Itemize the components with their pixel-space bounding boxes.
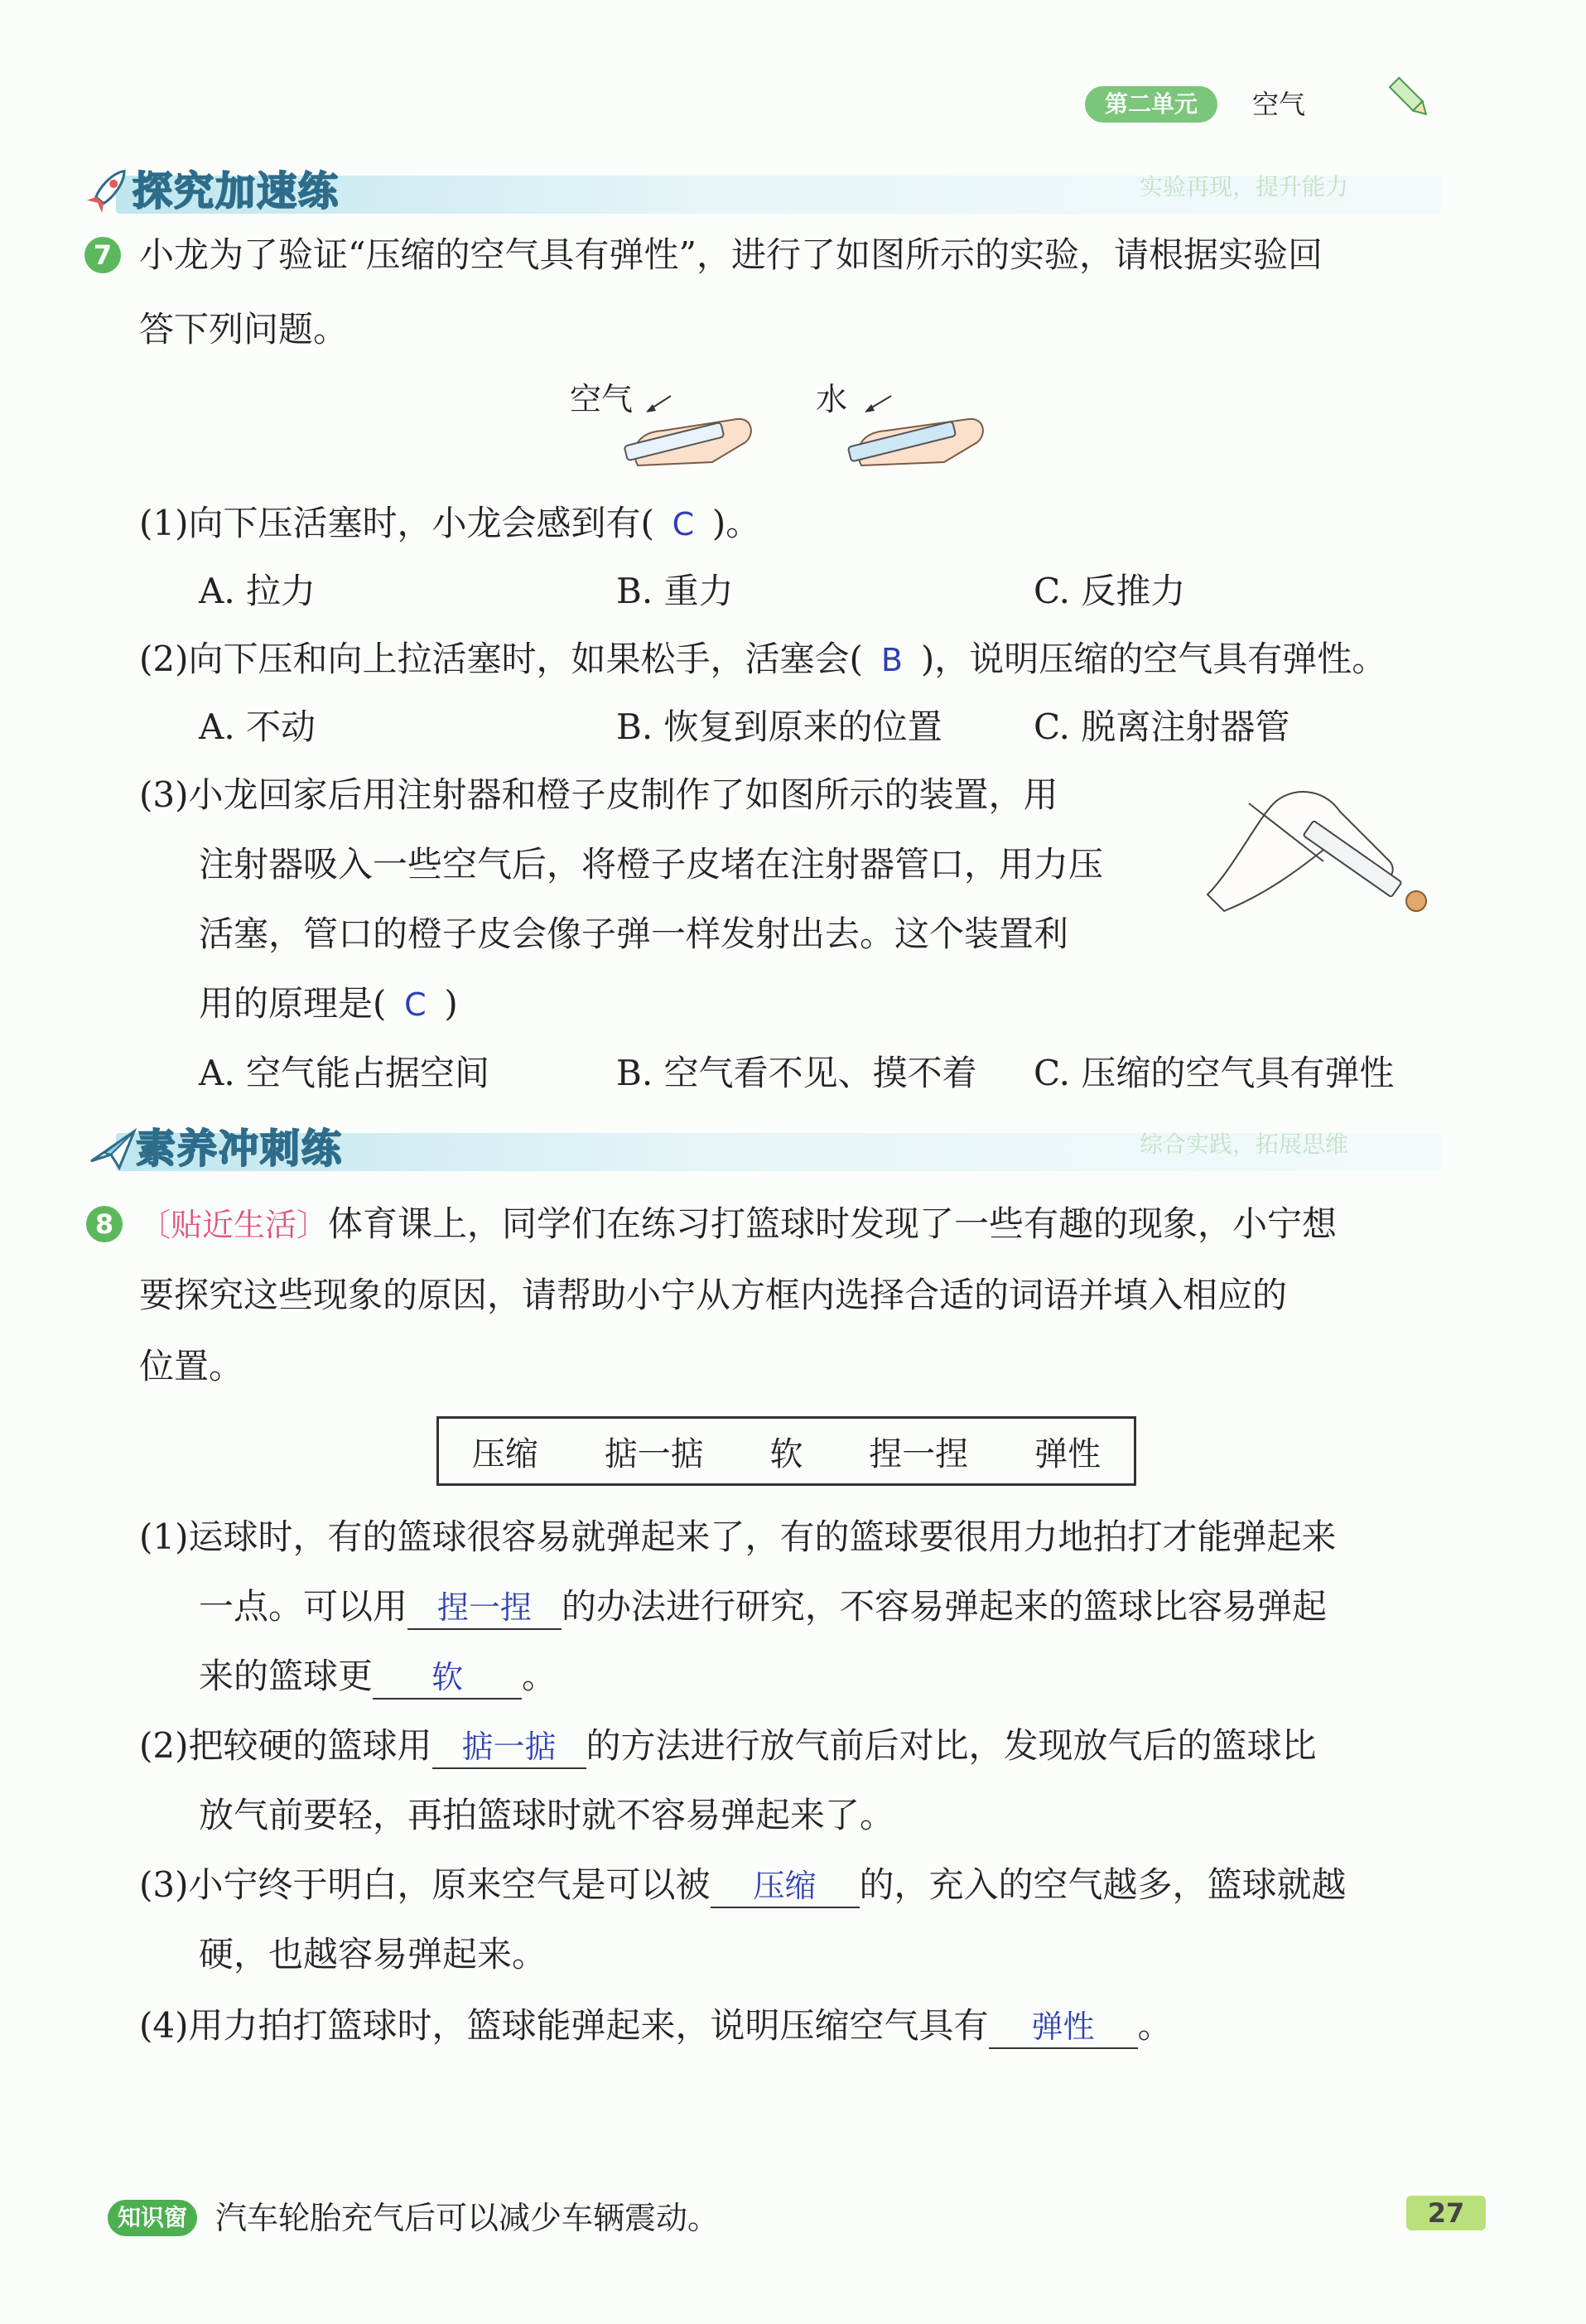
q7-sub1-end: )。 — [711, 503, 761, 543]
word-bank-item: 捏一捏 — [869, 1434, 969, 1473]
word-bank-item: 弹性 — [1034, 1434, 1102, 1473]
q7-sub1-text: (1)向下压活塞时，小龙会感到有( — [139, 503, 654, 543]
q8-sub4-line1 — [139, 2003, 1173, 2049]
q7-sub1-option-c: C. 反推力 — [1034, 571, 1186, 611]
q7-sub2-answer: B — [880, 642, 903, 678]
q8-sub4-text: (4)用力拍打篮球时，篮球能弹起来，说明压缩空气具有 — [139, 2005, 989, 2046]
question-number: 7 — [84, 237, 121, 273]
q7-sub1 — [139, 500, 760, 547]
q7-stem-line2: 答下列问题。 — [139, 309, 349, 350]
q8-sub1-blank2[interactable]: 软 — [373, 1656, 522, 1700]
q8-sub2-text: 的方法进行放气前后对比，发现放气后的篮球比 — [586, 1725, 1317, 1766]
q8-stem-line3: 位置。 — [139, 1346, 244, 1386]
q8-sub3-text: (3)小宁终于明白，原来空气是可以被 — [139, 1864, 711, 1905]
q8-stem-line2: 要探究这些现象的原因，请帮助小宁从方框内选择合适的词语并填入相应的 — [139, 1275, 1288, 1315]
q8-sub2-line1 — [139, 1723, 1317, 1769]
q7-sub3-line3: 活塞，管口的橙子皮会像子弹一样发射出去。这个装置利 — [199, 914, 1069, 954]
q8-sub4-blank[interactable]: 弹性 — [989, 2006, 1138, 2049]
q8-sub2-line2: 放气前要轻，再拍篮球时就不容易弹起来了。 — [199, 1795, 895, 1835]
unit-name: 空气 — [1252, 89, 1306, 120]
q7-sub3-option-b: B. 空气看不见、摸不着 — [616, 1053, 977, 1093]
word-bank-item: 软 — [769, 1434, 803, 1473]
unit-badge: 第二单元 — [1085, 86, 1217, 123]
question-number: 8 — [86, 1206, 123, 1242]
q7-sub3-end: ) — [444, 983, 458, 1024]
q7-sub1-option-a: A. 拉力 — [199, 571, 316, 611]
q8-sub1-line3 — [199, 1653, 557, 1700]
section-title: 探究加速练 — [133, 168, 340, 215]
fig-label-water: 水 — [816, 381, 848, 417]
syringe-orange-peel-illustration — [1199, 770, 1439, 919]
q7-sub2-option-b: B. 恢复到原来的位置 — [616, 706, 942, 747]
q8-sub3-line1 — [139, 1862, 1347, 1908]
q8-sub1-text: 的办法进行研究，不容易弹起来的篮球比容易弹起 — [562, 1586, 1328, 1627]
knowledge-window-badge: 知识窗 — [108, 2200, 197, 2236]
q8-sub1-text: 来的篮球更 — [199, 1656, 374, 1696]
section-slogan: 实验再现，提升能力 — [1140, 173, 1349, 200]
q8-tag: 〔贴近生活〕 — [139, 1207, 329, 1243]
q8-sub1-text: 。 — [522, 1656, 557, 1696]
q8-sub1-line2 — [199, 1584, 1327, 1630]
q7-sub3-line1: (3)小龙回家后用注射器和橙子皮制作了如图所示的装置，用 — [139, 774, 1058, 815]
knowledge-window-text: 汽车轮胎充气后可以减少车辆震动。 — [215, 2200, 720, 2236]
word-bank-box — [436, 1416, 1136, 1486]
q8-sub1-text: 一点。可以用 — [199, 1586, 408, 1627]
syringe-air-illustration — [613, 383, 762, 474]
q7-sub3-line4 — [199, 981, 458, 1028]
q7-sub3-line2: 注射器吸入一些空气后，将橙子皮堵在注射器管口，用力压 — [199, 844, 1104, 885]
q7-stem-line1: 小龙为了验证“压缩的空气具有弹性”，进行了如图所示的实验，请根据实验回 — [139, 234, 1323, 275]
page-number: 27 — [1406, 2196, 1486, 2230]
q7-sub3-text: 用的原理是( — [199, 983, 387, 1024]
syringe-water-illustration — [836, 383, 994, 474]
q8-sub3-blank[interactable]: 压缩 — [711, 1865, 860, 1908]
q8-stem-text: 体育课上，同学们在练习打篮球时发现了一些有趣的现象，小宁想 — [328, 1203, 1338, 1244]
paper-plane-icon — [86, 1120, 139, 1173]
q7-sub3-option-a: A. 空气能占据空间 — [199, 1053, 490, 1093]
q8-sub2-text: (2)把较硬的篮球用 — [139, 1725, 432, 1766]
q7-sub3-answer: C — [404, 986, 427, 1023]
pencil-icon — [1385, 73, 1434, 123]
section-title: 素养冲刺练 — [136, 1126, 344, 1172]
section-slogan: 综合实践，拓展思维 — [1140, 1131, 1349, 1158]
q7-sub2 — [139, 636, 1386, 683]
q8-sub2-blank[interactable]: 掂一掂 — [432, 1726, 586, 1769]
word-bank-item: 掂一掂 — [604, 1434, 704, 1473]
q8-sub1-line1: (1)运球时，有的篮球很容易就弹起来了，有的篮球要很用力地拍打才能弹起来 — [139, 1516, 1337, 1557]
word-bank-item: 压缩 — [471, 1434, 538, 1473]
q7-sub2-text: (2)向下压和向上拉活塞时，如果松手，活塞会( — [139, 639, 863, 679]
fig-label-air: 空气 — [570, 381, 634, 417]
q8-sub3-text: 的，充入的空气越多，篮球就越 — [859, 1864, 1347, 1905]
q7-sub2-option-a: A. 不动 — [199, 706, 316, 747]
q8-sub1-blank1[interactable]: 捏一捏 — [407, 1587, 562, 1630]
q7-sub1-option-b: B. 重力 — [616, 571, 734, 611]
q7-sub2-option-c: C. 脱离注射器管 — [1034, 706, 1290, 747]
q8-sub4-text: 。 — [1137, 2005, 1173, 2046]
q7-sub2-end: )，说明压缩的空气具有弹性。 — [920, 639, 1387, 679]
q7-sub3-option-c: C. 压缩的空气具有弹性 — [1034, 1053, 1395, 1093]
q7-sub1-answer: C — [672, 506, 695, 542]
q8-sub3-line2: 硬，也越容易弹起来。 — [199, 1934, 547, 1974]
rocket-icon — [83, 162, 136, 215]
q8-stem-line1 — [139, 1201, 1337, 1248]
